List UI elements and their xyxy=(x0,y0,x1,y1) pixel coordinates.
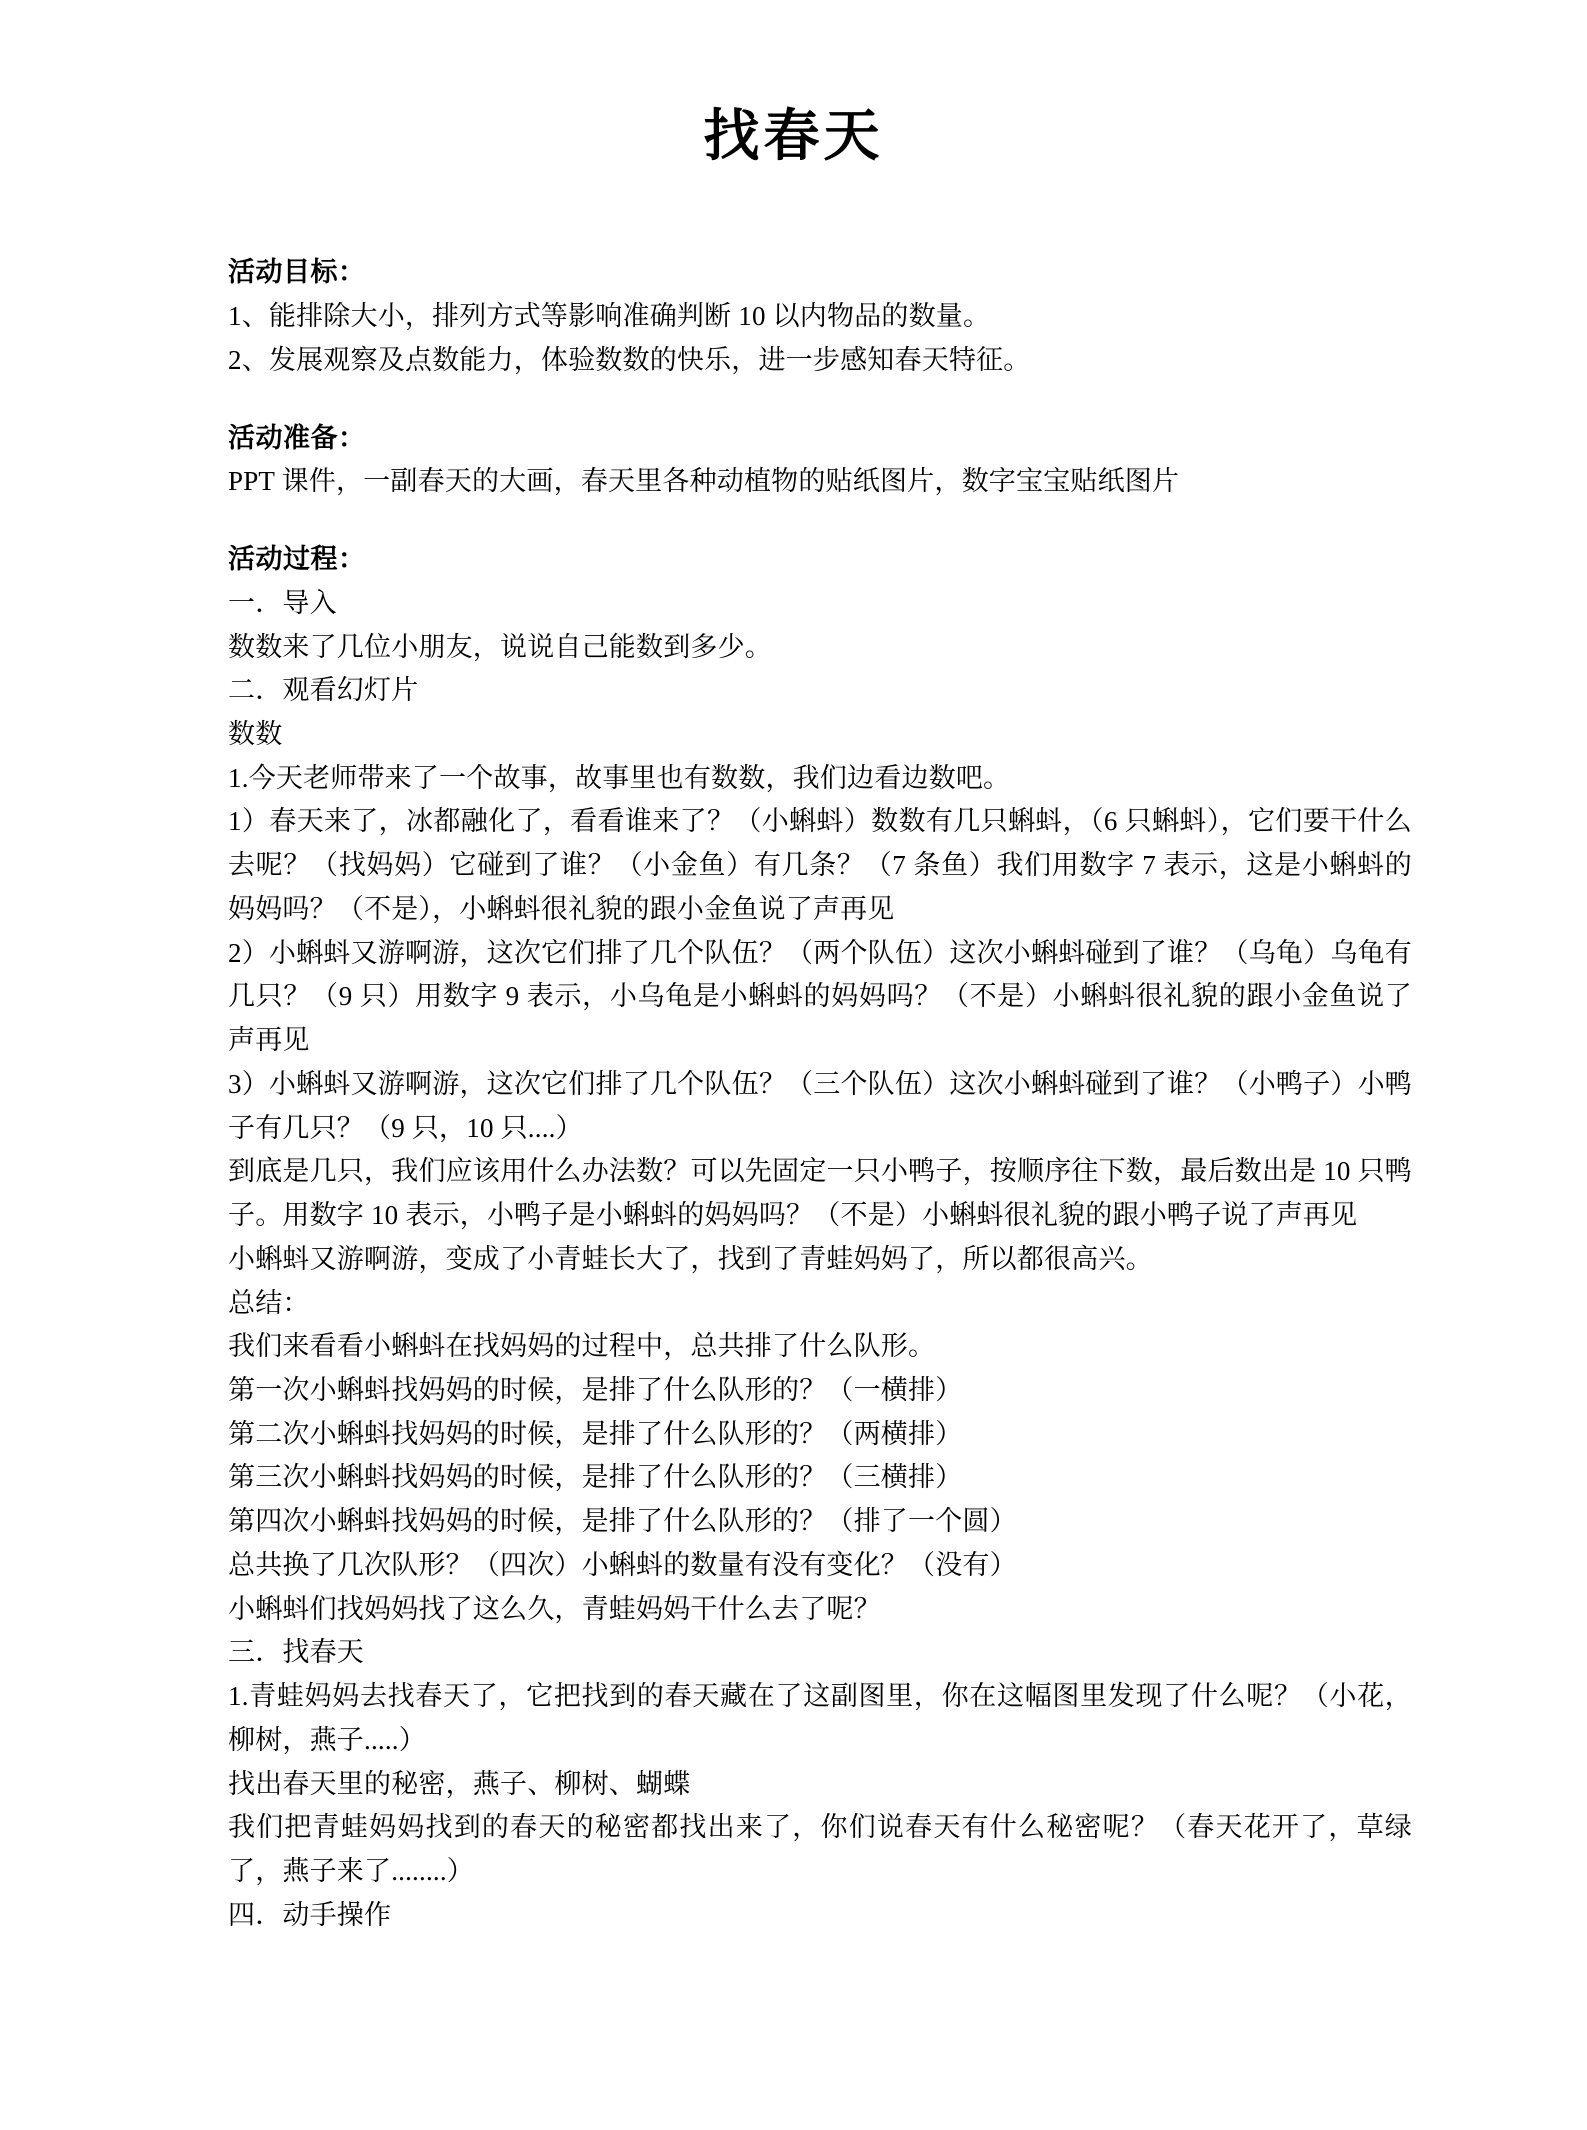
process-line-17: 总共换了几次队形？（四次）小蝌蚪的数量有没有变化？（没有） xyxy=(228,1549,1017,1580)
process-line-1: 一．导入 xyxy=(228,587,337,618)
process-line-2: 数数来了几位小朋友，说说自己能数到多少。 xyxy=(228,631,772,662)
section-heading-process: 活动过程： xyxy=(228,544,366,575)
page-title: 找春天 xyxy=(703,106,884,168)
process-line-19: 三．找春天 xyxy=(228,1637,364,1668)
process-line-18: 小蝌蚪们找妈妈找了这么久，青蛙妈妈干什么去了呢？ xyxy=(228,1593,881,1624)
process-line-7: 2）小蝌蚪又游啊游，这次它们排了几个队伍？（两个队伍）这次小蝌蚪碰到了谁？（乌龟）乌龟有几只？（9 只）用数字 9 表示，小乌龟是小蝌蚪的妈妈吗？（不是）小蝌蚪很礼貌的跟小金鱼说了声再见 xyxy=(228,937,1412,1056)
document-body xyxy=(0,251,1587,1937)
section-activity-process xyxy=(228,538,1412,1938)
section-spacer xyxy=(228,504,1412,538)
goal-line-2: 2、发展观察及点数能力，体验数数的快乐，进一步感知春天特征。 xyxy=(228,344,1031,375)
process-line-21: 找出春天里的秘密，燕子、柳树、蝴蝶 xyxy=(228,1768,691,1799)
process-line-23: 四．动手操作 xyxy=(228,1899,392,1930)
section-activity-preparation xyxy=(228,417,1412,504)
process-line-10: 小蝌蚪又游啊游，变成了小青蛙长大了，找到了青蛙妈妈了，所以都很高兴。 xyxy=(228,1243,1153,1274)
process-line-16: 第四次小蝌蚪找妈妈的时候，是排了什么队形的？（排了一个圆） xyxy=(228,1506,1017,1537)
goal-line-1: 1、能排除大小，排列方式等影响准确判断 10 以内物品的数量。 xyxy=(228,301,991,332)
process-line-4: 数数 xyxy=(228,719,283,749)
process-line-22: 我们把青蛙妈妈找到的春天的秘密都找出来了，你们说春天有什么秘密呢？（春天花开了，草绿了，燕子来了........） xyxy=(228,1812,1412,1887)
process-line-6: 1）春天来了，冰都融化了，看看谁来了？（小蝌蚪）数数有几只蝌蚪，（6 只蝌蚪），它们要干什么去呢？（找妈妈）它碰到了谁？（小金鱼）有几条？（7 条鱼）我们用数字 7 表示，这是小蝌蚪的妈妈吗？（不是），小蝌蚪很礼貌的跟小金鱼说了声再见 xyxy=(228,806,1412,924)
process-line-11: 总结： xyxy=(228,1287,310,1318)
process-line-3: 二．观看幻灯片 xyxy=(228,675,419,706)
process-line-15: 第三次小蝌蚪找妈妈的时候，是排了什么队形的？（三横排） xyxy=(228,1462,963,1493)
section-activity-goals xyxy=(228,251,1412,382)
preparation-line-1: PPT 课件，一副春天的大画，春天里各种动植物的贴纸图片，数字宝宝贴纸图片 xyxy=(228,466,1180,497)
process-line-5: 1.今天老师带来了一个故事，故事里也有数数，我们边看边数吧。 xyxy=(228,762,1011,793)
process-line-12: 我们来看看小蝌蚪在找妈妈的过程中，总共排了什么队形。 xyxy=(228,1331,936,1362)
process-line-20: 1.青蛙妈妈去找春天了，它把找到的春天藏在了这副图里，你在这幅图里发现了什么呢？（小花，柳树，燕子.....） xyxy=(228,1681,1412,1755)
process-line-14: 第二次小蝌蚪找妈妈的时候，是排了什么队形的？（两横排） xyxy=(228,1418,963,1449)
process-line-13: 第一次小蝌蚪找妈妈的时候，是排了什么队形的？（一横排） xyxy=(228,1375,963,1406)
process-line-8: 3）小蝌蚪又游啊游，这次它们排了几个队伍？（三个队伍）这次小蝌蚪碰到了谁？（小鸭子）小鸭子有几只？（9 只，10 只....） xyxy=(228,1068,1412,1143)
section-heading-preparation: 活动准备： xyxy=(228,422,366,453)
section-spacer xyxy=(228,383,1412,417)
process-line-9: 到底是几只，我们应该用什么办法数？可以先固定一只小鸭子，按顺序往下数，最后数出是 10 只鸭子。用数字 10 表示，小鸭子是小蝌蚪的妈妈吗？（不是）小蝌蚪很礼貌的跟小鸭子说了声再见 xyxy=(228,1156,1412,1231)
section-heading-goals: 活动目标： xyxy=(228,257,366,288)
